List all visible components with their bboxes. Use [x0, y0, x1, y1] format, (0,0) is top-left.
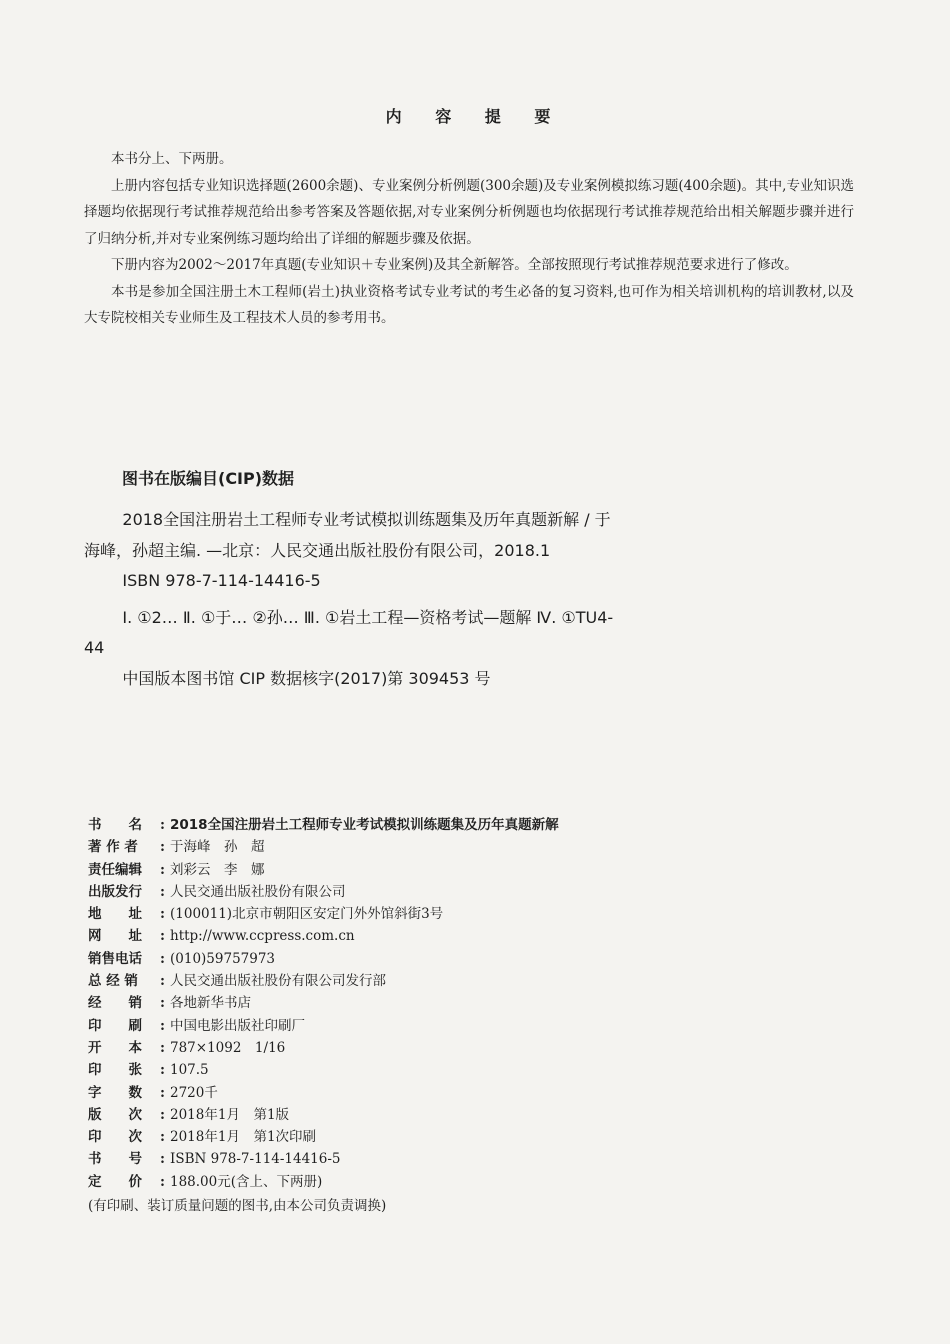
info-label: 开 本: [88, 1039, 142, 1056]
info-value: 人民交通出版社股份有限公司发行部: [170, 973, 386, 990]
info-value: 188.00元(含上、下两册): [170, 1173, 323, 1190]
info-value: 2018年1月 第1次印刷: [170, 1129, 317, 1146]
info-row-publisher: 出版发行 : 人民交通出版社股份有限公司: [88, 881, 848, 903]
cip-isbn: ISBN 978-7-114-14416-5: [122, 571, 321, 590]
info-row-isbn: 书 号 : ISBN 978-7-114-14416-5: [88, 1148, 848, 1170]
info-label: 销售电话: [88, 950, 142, 967]
info-label: 印 张: [88, 1062, 142, 1079]
info-row-title: 书 名 : 2018全国注册岩土工程师专业考试模拟训练题集及历年真题新解: [88, 814, 848, 836]
info-value: 人民交通出版社股份有限公司: [170, 883, 346, 900]
info-value: 787×1092 1/16: [170, 1039, 286, 1056]
cip-section: [84, 505, 624, 694]
publication-info: [88, 814, 848, 1217]
info-value: ISBN 978-7-114-14416-5: [170, 1151, 341, 1168]
summary-section: [84, 146, 854, 332]
summary-title: 内 容 提 要: [385, 107, 565, 126]
info-value: 2018年1月 第1版: [170, 1106, 290, 1123]
cip-entry: 2018全国注册岩土工程师专业考试模拟训练题集及历年真题新解 / 于海峰，孙超主编. —北京：人民交通出版社股份有限公司，2018.1: [84, 510, 611, 560]
info-label: 著 作 者: [88, 839, 138, 856]
info-row-edition: 版 次 : 2018年1月 第1版: [88, 1104, 848, 1126]
cip-approval: 中国版本图书馆 CIP 数据核字(2017)第 309453 号: [122, 668, 491, 688]
quality-note: (有印刷、装订质量问题的图书,由本公司负责调换): [88, 1198, 387, 1215]
info-row-format: 开 本 : 787×1092 1/16: [88, 1037, 848, 1059]
info-label: 责任编辑: [88, 861, 142, 878]
info-row-price: 定 价 : 188.00元(含上、下两册): [88, 1171, 848, 1193]
info-row-website: 网 址 : http://www.ccpress.com.cn: [88, 925, 848, 947]
info-row-printing: 印 次 : 2018年1月 第1次印刷: [88, 1126, 848, 1148]
info-value: 107.5: [170, 1062, 209, 1079]
info-label: 网 址: [88, 928, 142, 945]
cip-classification: Ⅰ. ①2… Ⅱ. ①于… ②孙… Ⅲ. ①岩土工程—资格考试—题解 Ⅳ. ①TU4-44: [84, 607, 614, 657]
info-label: 书 名: [88, 817, 142, 833]
info-value: 于海峰 孙 超: [170, 839, 265, 856]
summary-paragraph: 下册内容为2002～2017年真题(专业知识＋专业案例)及其全新解答。全部按照现行考试推荐规范要求进行了修改。: [111, 257, 798, 273]
info-label: 地 址: [88, 906, 142, 923]
summary-paragraph: 上册内容包括专业知识选择题(2600余题)、专业案例分析例题(300余题)及专业案例模拟练习题(400余题)。其中,专业知识选择题均依据现行考试推荐规范给出参考答案及答题依据,对专业案例分析例题也均依据现行考试推荐规范给出相关解题步骤并进行了归纳分析,并对专业案例练习题均给出了详细的解题步骤及依据。: [84, 177, 854, 247]
info-row-author: 著 作 者 : 于海峰 孙 超: [88, 836, 848, 858]
info-label: 印 刷: [88, 1017, 142, 1034]
info-value: 各地新华书店: [170, 995, 251, 1012]
info-value: 2720千: [170, 1084, 218, 1101]
cip-heading: 图书在版编目(CIP)数据: [122, 469, 295, 488]
info-row-sheets: 印 张 : 107.5: [88, 1059, 848, 1081]
info-row-distributor: 总 经 销 : 人民交通出版社股份有限公司发行部: [88, 970, 848, 992]
info-value: 中国电影出版社印刷厂: [170, 1017, 305, 1034]
info-value: http://www.ccpress.com.cn: [170, 928, 355, 945]
info-value: 刘彩云 李 娜: [170, 861, 265, 878]
info-row-phone: 销售电话 : (010)59757973: [88, 948, 848, 970]
info-label: 字 数: [88, 1084, 142, 1101]
info-row-editor: 责任编辑 : 刘彩云 李 娜: [88, 859, 848, 881]
info-value: (100011)北京市朝阳区安定门外外馆斜街3号: [170, 906, 444, 923]
info-label: 出版发行: [88, 883, 142, 900]
summary-paragraph: 本书分上、下两册。: [111, 151, 233, 167]
info-row-address: 地 址 : (100011)北京市朝阳区安定门外外馆斜街3号: [88, 903, 848, 925]
summary-paragraph: 本书是参加全国注册土木工程师(岩土)执业资格考试专业考试的考生必备的复习资料,也可作为相关培训机构的培训教材,以及大专院校相关专业师生及工程技术人员的参考用书。: [84, 283, 854, 326]
info-label: 版 次: [88, 1106, 142, 1123]
info-label: 书 号: [88, 1151, 142, 1168]
info-label: 总 经 销: [88, 973, 138, 990]
info-row-wordcount: 字 数 : 2720千: [88, 1082, 848, 1104]
info-row-seller: 经 销 : 各地新华书店: [88, 992, 848, 1014]
info-row-printer: 印 刷 : 中国电影出版社印刷厂: [88, 1015, 848, 1037]
info-value: 2018全国注册岩土工程师专业考试模拟训练题集及历年真题新解: [170, 817, 559, 833]
info-value: (010)59757973: [170, 950, 276, 967]
info-label: 定 价: [88, 1173, 142, 1190]
info-label: 经 销: [88, 995, 142, 1012]
info-label: 印 次: [88, 1129, 142, 1146]
